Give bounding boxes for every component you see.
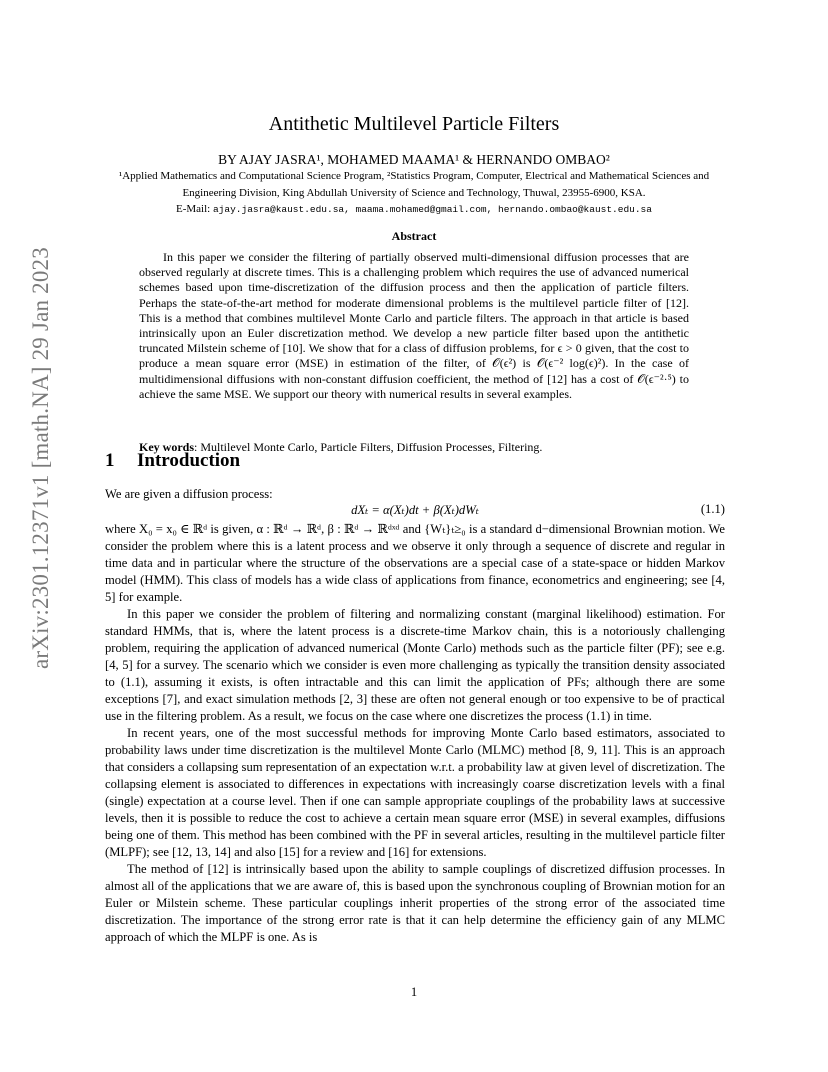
paragraph-2: In this paper we consider the problem of filtering and normalizing constant (marginal likelihood) estimation. For standard HMMs, that is, where the latent process is a discrete-time Markov chain, this is a notoriously challenging problem, requiring the application of advanced numerical (Monte Carlo) methods such as the particle filter (PF); see e.g. [4, 5] for a survey. The scenario which we consider is even more challenging as typically the transition density associated to (1.1), assuming it exists, is often intractable and this can limit the application of PFs; although there are some exceptions [7], and exact simulation methods [2, 3] these are often not general enough or too expensive to be of practical use in the filtering problem. As a result, we focus on the case where one discretizes the process (1.1) in time. (105, 607, 725, 723)
intro-line: We are given a diffusion process: (105, 487, 273, 501)
equation-1-1 (105, 502, 725, 520)
email-label: E-Mail: (176, 203, 211, 215)
email-addresses: ajay.jasra@kaust.edu.sa, maama.mohamed@gmail.com, hernando.ombao@kaust.edu.sa (212, 204, 652, 215)
section-heading (105, 450, 240, 472)
arxiv-side-stamp: arXiv:2301.12371v1 [math.NA] 29 Jan 2023 (28, 247, 53, 669)
affiliations: ¹Applied Mathematics and Computational Science Program, ²Statistics Program, Computer, Electrical and Mathematical Sciences and Engineering Division, King Abdullah University of Science and Technology, Thuwal, 23955-6900, KSA. (118, 170, 710, 199)
section-title: Introduction (137, 450, 241, 471)
abstract-heading: Abstract (391, 229, 437, 243)
keywords-label: Key words (139, 440, 194, 454)
body-text (105, 521, 725, 946)
equation-tag: (1.1) (700, 502, 725, 516)
page-number: 1 (410, 985, 418, 999)
equation-expression: dXₜ = α(Xₜ)dt + β(Xₜ)dWₜ (351, 503, 479, 517)
section-number: 1 (105, 450, 115, 471)
paragraph-3: In recent years, one of the most successful methods for improving Monte Carlo based estimators, associated to probability laws under time discretization is the multilevel Monte Carlo (MLMC) method [8, 9, 11]. This is an approach that considers a collapsing sum representation of an expectation w.r.t. a probability law at given level of discretization. The collapsing element is associated to differences in expectations with increasingly coarse discretization levels with a final (single) expectation at a course level. Then if one can sample appropriate couplings of the probability laws at successive levels, then it is possible to reduce the cost to achieve a certain mean square error (MSE) in several examples, diffusions being one of them. This method has been combined with the PF in several articles, resulting in the multilevel particle filter (MLPF); see [12, 13, 14] and also [15] for a review and [16] for extensions. (105, 726, 725, 859)
keywords-list: : Multilevel Monte Carlo, Particle Filters, Diffusion Processes, Filtering. (194, 440, 543, 454)
email-line (0, 203, 828, 215)
authors: BY AJAY JASRA¹, MOHAMED MAAMA¹ & HERNANDO OMBAO² (218, 152, 610, 167)
paragraph-4: The method of [12] is intrinsically based upon the ability to sample couplings of discretized diffusion processes. In almost all of the applications that we are aware of, this is based upon the synchronous coupling of Brownian motion for an Euler or Milstein scheme. These particular couplings inherit properties of the strong error of the associated time discretization. The importance of the strong error rate is that it can help determine the efficiency gain of any MLMC approach of which the MLPF is one. As is (105, 862, 725, 944)
abstract-text: In this paper we consider the filtering of partially observed multi-dimensional diffusion processes that are observed regularly at discrete times. This is a challenging problem which requires the use of advanced numerical schemes based upon time-discretization of the diffusion process and then the application of particle filters. Perhaps the state-of-the-art method for moderate dimensional problems is the multilevel particle filter of [12]. This is a method that combines multilevel Monte Carlo and particle filters. The approach in that article is based intrinsically upon an Euler discretization method. We develop a new particle filter based upon the antithetic truncated Milstein scheme of [10]. We show that for a class of diffusion problems, for ϵ > 0 given, that the cost to produce a mean square error (MSE) in estimation of the filter, of 𝒪(ϵ²) is 𝒪(ϵ⁻² log(ϵ)²). In the case of multidimensional diffusions with non-constant diffusion coefficient, the method of [12] has a cost of 𝒪(ϵ⁻²·⁵) to achieve the same MSE. We support our theory with numerical results in several examples. (139, 250, 689, 401)
paper-title: Antithetic Multilevel Particle Filters (268, 113, 560, 135)
paragraph-1: where X₀ = x₀ ∈ ℝᵈ is given, α : ℝᵈ → ℝᵈ, β : ℝᵈ → ℝᵈˣᵈ and {Wₜ}ₜ≥₀ is a standard d−dimensional Brownian motion. We consider the problem where this is a latent process and we observe it only through a sequence of discrete and regular in time data and in particular where the structure of the observations are a special case of a state-space or hidden Markov model (HMM). This class of models has a wide class of applications from finance, econometrics and engineering; see [4, 5] for example. (105, 522, 725, 604)
